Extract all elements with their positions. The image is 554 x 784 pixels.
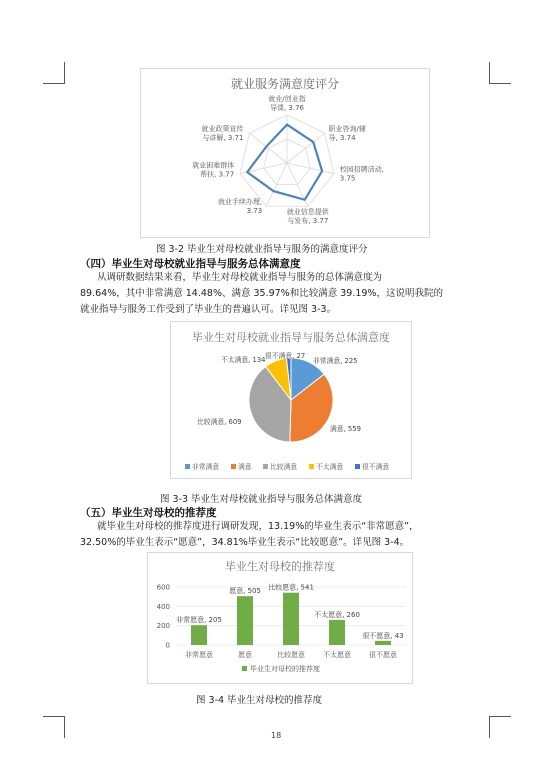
radar-axis-label-line: 3.73 xyxy=(246,207,263,216)
radar-axis-label xyxy=(201,124,243,142)
legend-label: 满意 xyxy=(238,463,252,471)
bar xyxy=(237,596,253,645)
radar-axis-label xyxy=(329,124,366,142)
figure-caption: 图 3-3 毕业生对母校就业指导与服务总体满意度 xyxy=(160,494,363,505)
radar-axis-label-line: 导课, 3.76 xyxy=(269,104,305,112)
x-tick-label: 愿意 xyxy=(238,651,252,659)
radar-axis-label-line: 就业/创业指 xyxy=(268,95,306,103)
bar xyxy=(283,593,299,645)
radar-axis-label-line: 职业咨询/辅 xyxy=(328,125,366,134)
legend-swatch xyxy=(309,464,314,469)
chart-title: 毕业生对母校就业指导与服务总体满意度 xyxy=(192,331,390,344)
radar-spoke xyxy=(249,133,287,163)
radar-axis-label xyxy=(192,161,234,179)
crop-mark xyxy=(489,83,511,84)
radar-axis-label-line: 与发布, 3.77 xyxy=(287,217,329,226)
x-tick-label: 很不愿意 xyxy=(369,651,397,659)
pie-chart xyxy=(171,322,411,478)
radar-chart xyxy=(141,69,429,237)
radar-axis-label xyxy=(287,207,330,225)
radar-axis-label-line: 导, 3.74 xyxy=(328,134,356,143)
bar-chart-panel xyxy=(147,552,413,684)
chart-title: 就业服务满意度评分 xyxy=(230,77,340,91)
bar xyxy=(191,625,207,645)
crop-mark xyxy=(43,83,65,84)
section-heading: （五）毕业生对母校的推荐度 xyxy=(80,507,217,519)
legend-swatch xyxy=(231,464,236,469)
y-tick-label: 200 xyxy=(156,622,170,631)
radar-axis-label-line: 与讲解, 3.71 xyxy=(202,134,244,143)
body-line: 32.50%的毕业生表示“愿意”，34.81%毕业生表示“比较愿意”。详见图 3-4。 xyxy=(80,537,410,548)
pie-data-label: 很不满意, 27 xyxy=(265,352,306,360)
legend-label: 很不满意 xyxy=(362,463,390,471)
crop-mark xyxy=(64,716,65,738)
radar-axis-label xyxy=(218,197,262,215)
legend-label: 毕业生对母校的推荐度 xyxy=(250,665,320,673)
body-line: 就业指导与服务工作受到了毕业生的普遍认可。详见图 3-3。 xyxy=(80,304,337,315)
pie-data-label: 不太满意, 134 xyxy=(221,356,266,364)
radar-axis-label-line: 校园招聘活动, xyxy=(339,165,385,174)
crop-mark xyxy=(43,716,65,717)
legend-swatch xyxy=(185,464,190,469)
pie-data-label: 比较满意, 609 xyxy=(197,418,242,426)
pie-data-label: 非常满意, 225 xyxy=(313,357,358,365)
y-tick-label: 0 xyxy=(165,641,170,650)
body-line: 就毕业生对母校的推荐度进行调研发现，13.19%的毕业生表示“非常愿意”， xyxy=(97,521,419,532)
crop-mark xyxy=(489,716,490,738)
bar-data-label: 比较愿意, 541 xyxy=(268,583,314,592)
radar-axis-label-line: 就业信息提供 xyxy=(286,208,329,217)
legend-label: 不太满意 xyxy=(316,463,344,471)
figure-caption: 图 3-2 毕业生对母校就业指导与服务的满意度评分 xyxy=(156,244,368,255)
pie-data-label: 满意, 559 xyxy=(330,425,361,433)
y-tick-label: 600 xyxy=(156,583,170,592)
section-heading: （四）毕业生对母校就业指导与服务总体满意度 xyxy=(80,258,301,270)
radar-chart-panel xyxy=(140,68,430,238)
radar-series-line xyxy=(247,125,322,200)
radar-axis-label xyxy=(340,165,384,183)
body-line: 从调研数据结果来看，毕业生对母校就业指导与服务的总体满意度为 xyxy=(97,272,383,283)
crop-mark xyxy=(489,62,490,84)
bar xyxy=(329,620,345,645)
chart-title: 毕业生对母校的推荐度 xyxy=(225,560,335,573)
radar-axis-label-line: 就业手续办理, xyxy=(217,198,263,207)
legend-label: 非常满意 xyxy=(192,463,220,471)
bar-data-label: 很不愿意, 43 xyxy=(362,631,404,640)
bar xyxy=(375,641,391,645)
x-tick-label: 比较愿意 xyxy=(277,651,305,659)
pie-chart-panel xyxy=(170,321,412,479)
page-number: 18 xyxy=(271,731,282,740)
legend-swatch xyxy=(263,464,268,469)
legend-label: 比较满意 xyxy=(270,463,298,471)
y-tick-label: 400 xyxy=(156,602,170,611)
bar-data-label: 愿意, 505 xyxy=(229,587,261,596)
figure-caption: 图 3-4 毕业生对母校的推荐度 xyxy=(196,695,323,706)
crop-mark xyxy=(64,62,65,84)
body-line: 89.64%，其中非常满意 14.48%、满意 35.97%和比较满意 39.19%，这说明我院的 xyxy=(80,288,443,299)
radar-axis-label-line: 帮扶, 3.77 xyxy=(200,170,235,179)
x-tick-label: 非常愿意 xyxy=(185,651,213,659)
bar-data-label: 非常愿意, 205 xyxy=(176,616,222,625)
x-tick-label: 不太愿意 xyxy=(323,651,351,659)
crop-mark xyxy=(489,716,511,717)
bar-chart xyxy=(148,553,412,683)
legend-swatch xyxy=(355,464,360,469)
bar-data-label: 不太愿意, 260 xyxy=(314,610,360,619)
radar-axis-label-line: 就业困难群体 xyxy=(192,161,235,170)
radar-spoke xyxy=(287,163,334,174)
radar-axis-label-line: 就业政策宣传 xyxy=(201,125,244,134)
radar-axis-label-line: 3.75 xyxy=(339,174,356,183)
radar-axis-label xyxy=(268,94,305,112)
legend-swatch xyxy=(242,666,247,671)
